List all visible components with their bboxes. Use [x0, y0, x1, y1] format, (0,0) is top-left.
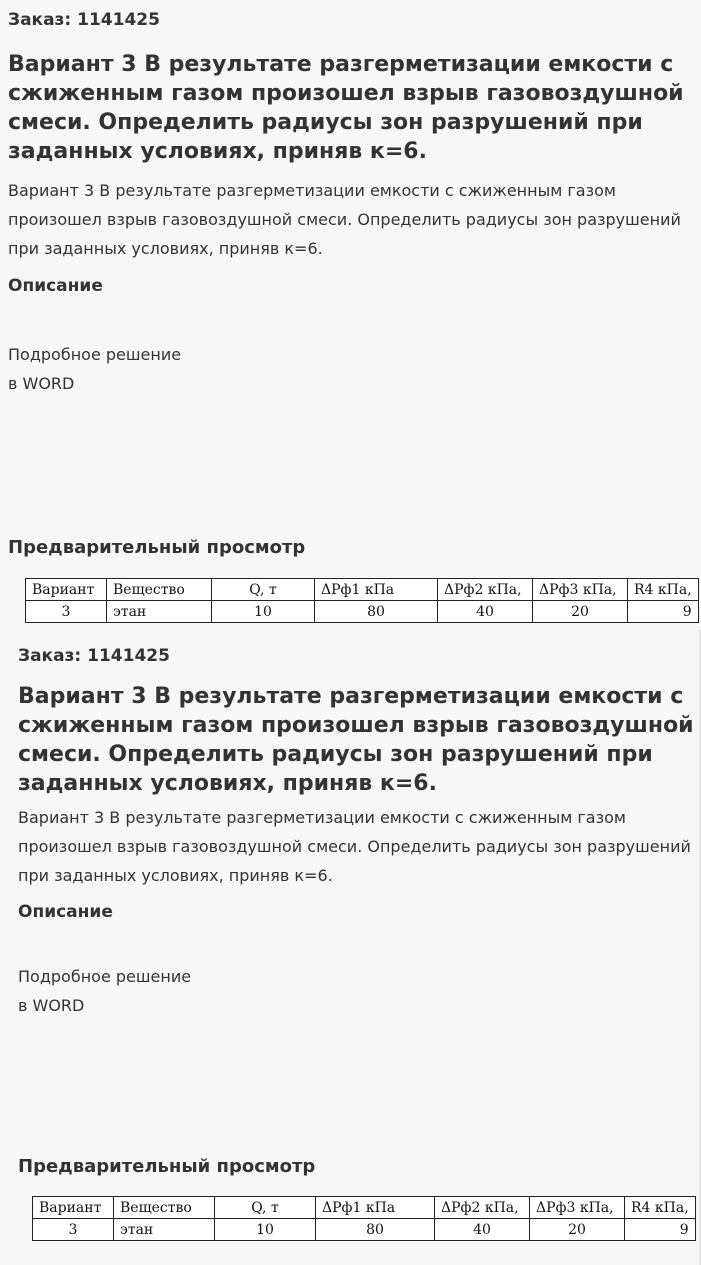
- order-number: Заказ: 1141425: [8, 10, 160, 30]
- table-header-row: [33, 1197, 696, 1219]
- table-cell: 3: [33, 1219, 114, 1241]
- table-row: [33, 1219, 696, 1241]
- table-cell: 20: [533, 601, 628, 623]
- table-header-cell: Вещество: [107, 579, 212, 601]
- table-cell: 80: [316, 1219, 435, 1241]
- detail-line-2: в WORD: [8, 374, 75, 393]
- table-cell: 40: [438, 601, 533, 623]
- detail-line-2: в WORD: [18, 996, 85, 1015]
- detail-line-1: Подробное решение: [8, 345, 182, 364]
- table-header-row: [26, 579, 699, 601]
- table-header-cell: ΔPф1 кПа: [315, 579, 438, 601]
- table-header-cell: ΔPф3 кПа,: [533, 579, 628, 601]
- table-header-cell: ΔPф1 кПа: [316, 1197, 435, 1219]
- table-cell: этан: [114, 1219, 215, 1241]
- table-header-cell: Q, т: [212, 579, 315, 601]
- description-heading: Описание: [8, 276, 103, 296]
- table-cell: 80: [315, 601, 438, 623]
- detail-text: [18, 962, 191, 1020]
- task-description: Вариант 3 В результате разгерметизации емкости с сжиженным газом произошел взрыв газовоздушной смеси. Определить радиусы зон разрушений при заданных условиях, приняв к=6.: [18, 808, 691, 885]
- table-cell: 10: [215, 1219, 316, 1241]
- task-title: Вариант 3 В результате разгерметизации емкости с сжиженным газом произошел взрыв газовоздушной смеси. Определить радиусы зон разрушений при заданных условиях, приняв к=6.: [8, 52, 684, 164]
- preview-heading: Предварительный просмотр: [8, 537, 306, 558]
- table-header-cell: ΔPф2 кПа,: [438, 579, 533, 601]
- order-number: Заказ: 1141425: [18, 646, 170, 666]
- table-cell: 20: [530, 1219, 625, 1241]
- task-description: Вариант 3 В результате разгерметизации емкости с сжиженным газом произошел взрыв газовоздушной смеси. Определить радиусы зон разрушений при заданных условиях, приняв к=6.: [8, 181, 681, 258]
- table-cell: 9: [628, 601, 699, 623]
- table-cell: 3: [26, 601, 107, 623]
- table-header-cell: ΔPф2 кПа,: [435, 1197, 530, 1219]
- detail-text: [8, 340, 181, 398]
- table-header-cell: Q, т: [215, 1197, 316, 1219]
- table-header-cell: R4 кПа,: [628, 579, 699, 601]
- table-header-cell: Вариант: [26, 579, 107, 601]
- description-heading: Описание: [18, 902, 113, 922]
- table-cell: 40: [435, 1219, 530, 1241]
- preview-table: [25, 578, 699, 623]
- preview-heading: Предварительный просмотр: [18, 1156, 316, 1177]
- table-cell: этан: [107, 601, 212, 623]
- table-cell: 10: [212, 601, 315, 623]
- table-header-cell: Вариант: [33, 1197, 114, 1219]
- preview-table: [32, 1196, 696, 1241]
- order-block-2: [10, 630, 701, 1265]
- detail-line-1: Подробное решение: [18, 967, 192, 986]
- task-title: Вариант 3 В результате разгерметизации емкости с сжиженным газом произошел взрыв газовоздушной смеси. Определить радиусы зон разрушений при заданных условиях, приняв к=6.: [18, 684, 694, 796]
- order-block-1: [0, 0, 701, 630]
- table-row: [26, 601, 699, 623]
- table-cell: 9: [625, 1219, 696, 1241]
- table-header-cell: Вещество: [114, 1197, 215, 1219]
- table-header-cell: ΔPф3 кПа,: [530, 1197, 625, 1219]
- table-header-cell: R4 кПа,: [625, 1197, 696, 1219]
